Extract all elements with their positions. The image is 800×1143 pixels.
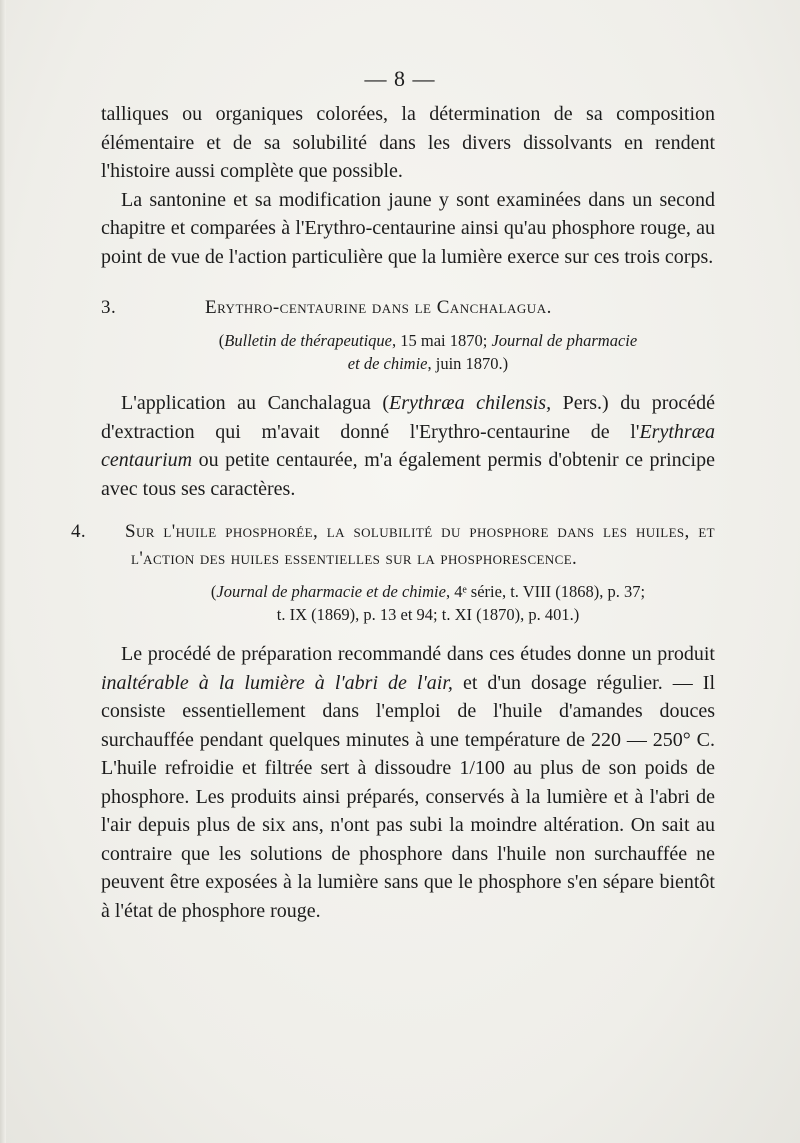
text-run: Le procédé de préparation recommandé dans ces études donne un produit	[121, 643, 715, 665]
paragraph-canchalagua	[101, 389, 715, 503]
section-4-reference-line-2: t. IX (1869), p. 13 et 94; t. XI (1870), p. 401.)	[276, 605, 580, 624]
section-4-heading	[71, 519, 715, 572]
paragraph-intro-continued: talliques ou organiques colorées, la détermination de sa composition élémentaire et de sa solubilité dans les divers dissolvants en rendent l'histoire aussi complète que possible.	[101, 103, 715, 182]
section-4-reference-line-1	[141, 580, 715, 603]
section-3-reference-line-1	[141, 329, 715, 352]
text-run: ou petite centaurée, m'a également permis d'obtenir ce principe avec tous ses caractères.	[101, 449, 715, 500]
section-3-number: 3.	[101, 297, 117, 318]
species-name: Erythræa chilensis,	[389, 392, 552, 414]
section-3-reference-line-2	[141, 352, 715, 375]
paragraph-santonine: La santonine et sa modification jaune y sont examinées dans un second chapitre et comparées à l'Erythro-centaurine ainsi qu'au phosphore rouge, au point de vue de l'action particulière que la lumière exerce sur ces trois corps.	[101, 188, 715, 268]
page-number: — 8 —	[364, 66, 436, 91]
ref-journal-title: Journal de pharmacie et de chimie	[216, 582, 446, 601]
page-body	[71, 100, 716, 925]
ref-journal-title: Bulletin de thérapeutique	[224, 331, 393, 350]
species-name: Erythræa centaurium	[101, 420, 715, 471]
section-4-number: 4.	[71, 521, 87, 542]
text-run: et d'un dosage régulier. — Il consiste essentiellement dans l'emploi de l'huile d'amandes douces surchauffée pendant quelques minutes à une température de 220 — 250° C. L'huile refroidie et filtrée sert à dissoudre 1/100 au plus de son poids de phosphore. Les produits ainsi préparés, conservés à la lumière et à l'abri de l'air depuis plus de six ans, n'ont pas subi la moindre altération. On sait au contraire que les solutions de phosphore dans l'huile non surchauffée ne peuvent être exposées à la lumière sans que le phosphore s'en sépare bientôt à l'état de phosphore rouge.	[101, 671, 715, 922]
ref-paren: (	[210, 582, 217, 601]
ref-date-2: , juin 1870.)	[427, 354, 509, 373]
section-3-title: Erythro-centaurine dans le Canchalagua.	[205, 297, 552, 318]
section-3-heading	[101, 295, 715, 321]
ref-journal-title-2-cont: et de chimie	[347, 354, 428, 373]
emphasis-text: inaltérable à la lumière à l'abri de l'air,	[101, 671, 453, 694]
ref-journal-title-2: Journal de pharmacie	[491, 331, 638, 350]
section-4-title: Sur l'huile phosphorée, la solubilité du phosphore dans les huiles, et l'action des huiles essentielles sur la phosphorescence.	[125, 521, 715, 569]
ref-series: , 4ᵉ série, t. VIII (1868), p. 37;	[445, 582, 646, 601]
text-run: L'application au Canchalagua (	[121, 392, 390, 414]
page-edge-left	[0, 0, 6, 1143]
text-run: Pers.) du procédé d'extraction qui m'avait donné l'Erythro-centaurine de l'	[101, 392, 716, 443]
ref-paren: (	[218, 331, 225, 350]
section-3-reference	[141, 329, 715, 375]
paragraph-phosphore	[101, 640, 715, 925]
section-4-reference	[141, 580, 715, 626]
ref-date: , 15 mai 1870;	[392, 331, 492, 350]
